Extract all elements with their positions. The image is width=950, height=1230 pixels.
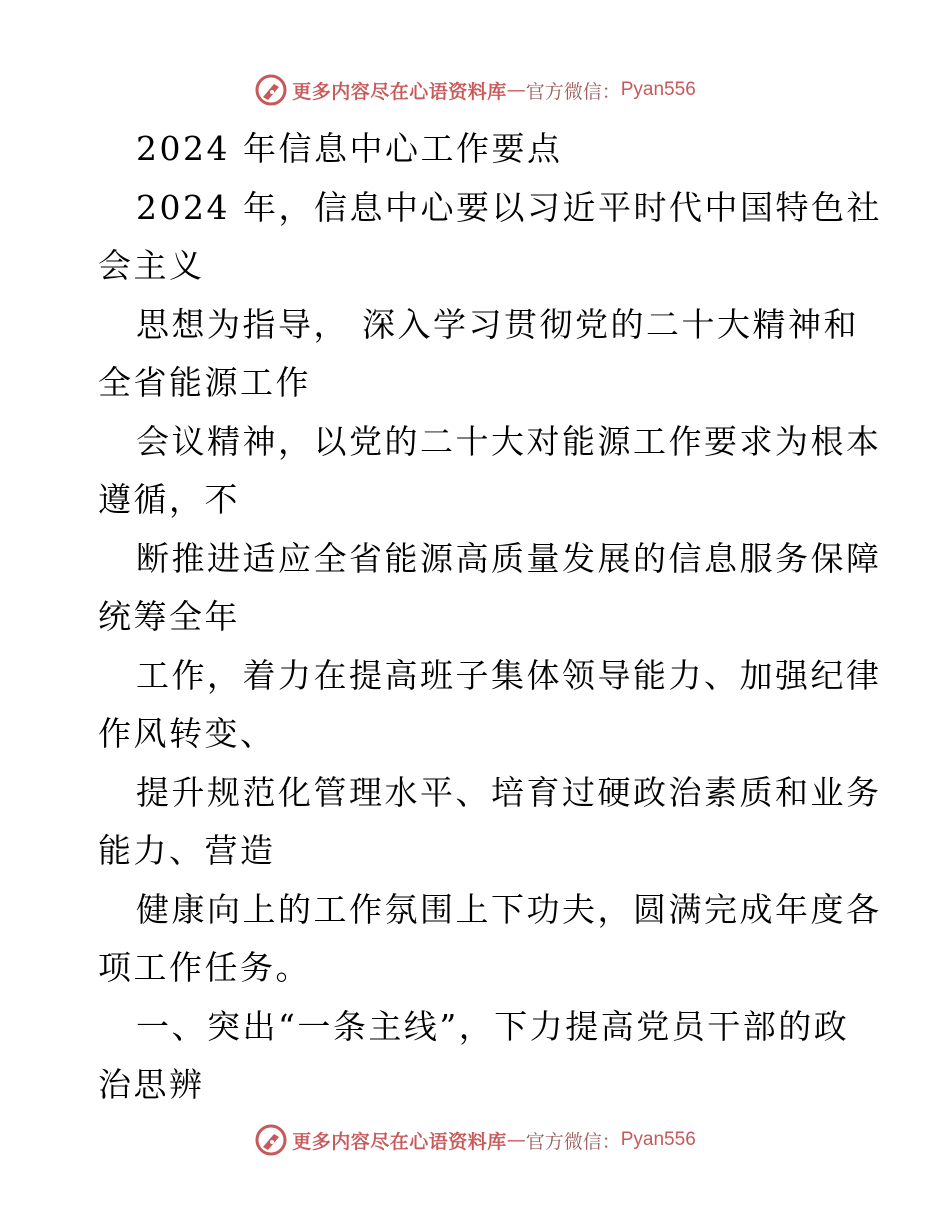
paragraph-line: 作风转变、: [98, 714, 276, 753]
paragraph-line: 遵循，不: [98, 480, 240, 519]
watermark-separator: —: [506, 79, 526, 101]
paragraph-line: 统筹全年: [98, 597, 240, 636]
paragraph-line: 工作，着力在提高班子集体领导能力、加强纪律: [136, 655, 882, 695]
section-heading-line: 一、突出“一条主线”，下力提高党员干部的政: [136, 1006, 850, 1046]
section-heading-line: 治思辨: [98, 1065, 205, 1104]
paragraph-line: 思想为指导， 深入学习贯彻党的二十大精神和: [136, 304, 859, 344]
paragraph-line: 会议精神，以党的二十大对能源工作要求为根本: [136, 421, 882, 461]
pen-nib-logo-icon: [254, 1123, 288, 1157]
document-body: [98, 120, 882, 1115]
watermark-site-text: 更多内容尽在心语资料库: [292, 80, 507, 103]
header-watermark: [0, 70, 950, 110]
paragraph-line: 2024 年，信息中心要以习近平时代中国特色社: [136, 187, 882, 227]
watermark-site-text: 更多内容尽在心语资料库: [292, 1130, 507, 1153]
watermark-wechat-id: Pyan556: [620, 1129, 696, 1150]
watermark-wechat-id: Pyan556: [620, 79, 696, 100]
paragraph-line: 会主义: [98, 246, 205, 285]
footer-watermark: [0, 1120, 950, 1160]
paragraph-line: 能力、营造: [98, 831, 276, 870]
document-title: 2024 年信息中心工作要点: [136, 129, 563, 168]
paragraph-line: 项工作任务。: [98, 948, 311, 987]
watermark-wechat-label: 官方微信：: [525, 80, 621, 103]
paragraph-line: 全省能源工作: [98, 363, 311, 402]
paragraph-line: 健康向上的工作氛围上下功夫，圆满完成年度各: [136, 889, 882, 929]
paragraph-line: 断推进适应全省能源高质量发展的信息服务保障: [136, 538, 882, 578]
pen-nib-logo-icon: [254, 73, 288, 107]
watermark-separator: —: [506, 1129, 526, 1151]
watermark-wechat-label: 官方微信：: [525, 1130, 621, 1153]
paragraph-line: 提升规范化管理水平、培育过硬政治素质和业务: [136, 772, 882, 812]
